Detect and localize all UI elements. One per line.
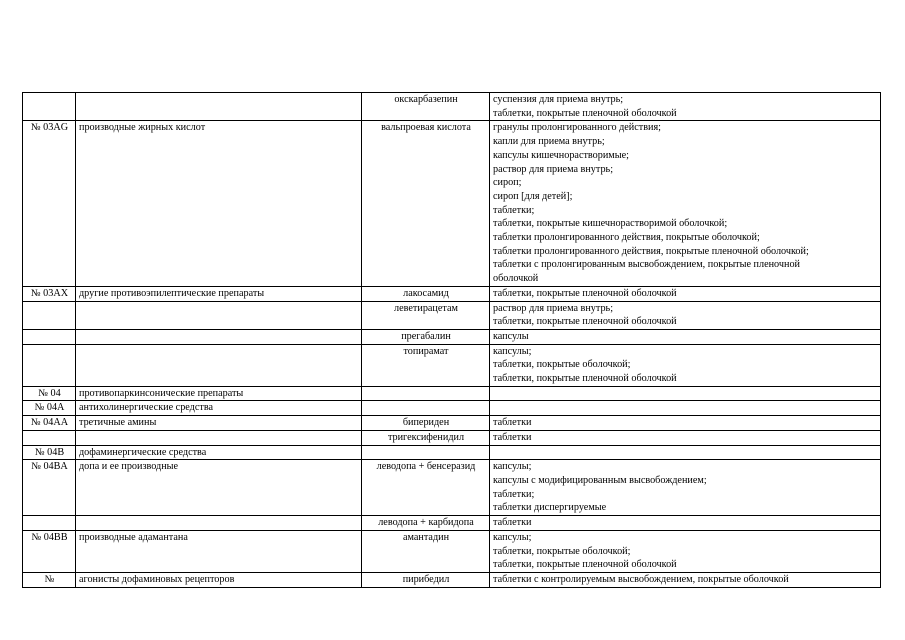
group-name-cell: агонисты дофаминовых рецепторов: [76, 572, 362, 587]
drug-name-cell: леводопа + бенсеразид: [362, 460, 490, 516]
dosage-form-line: таблетки пролонгированного действия, покрытые пленочной оболочкой;: [493, 245, 809, 257]
drug-name-cell: леводопа + карбидопа: [362, 516, 490, 531]
group-name-cell: [76, 516, 362, 531]
dosage-form-line: таблетки, покрытые кишечнорастворимой оболочкой;: [493, 218, 728, 230]
dosage-form-line: таблетки с контролируемым высвобождением, покрытые оболочкой: [493, 573, 789, 585]
drug-name-cell: бипериден: [362, 416, 490, 431]
group-name-cell: [76, 344, 362, 386]
dosage-forms-cell: [490, 416, 881, 431]
dosage-forms-cell: [490, 572, 881, 587]
atc-code-cell: № 04BA: [23, 460, 76, 516]
table-row: [23, 460, 881, 516]
dosage-form-line: таблетки, покрытые пленочной оболочкой: [493, 373, 677, 385]
dosage-form-line: таблетки, покрытые оболочкой;: [493, 545, 631, 557]
atc-code-cell: № 04AA: [23, 416, 76, 431]
dosage-form-line: капсулы;: [493, 531, 532, 543]
table-body: [23, 93, 881, 588]
drug-name-cell: окскарбазепин: [362, 93, 490, 121]
dosage-form-line: капсулы с модифицированным высвобождением;: [493, 474, 707, 486]
dosage-form-line: таблетки диспергируемые: [493, 502, 607, 514]
atc-code-cell: № 04BB: [23, 530, 76, 572]
drug-name-cell: прегабалин: [362, 329, 490, 344]
dosage-form-line: суспензия для приема внутрь;: [493, 94, 624, 105]
atc-code-cell: № 03AX: [23, 286, 76, 301]
table-row: [23, 516, 881, 531]
dosage-form-line: таблетки;: [493, 204, 535, 216]
group-name-cell: [76, 329, 362, 344]
group-name-cell: производные адамантана: [76, 530, 362, 572]
dosage-forms-cell: [490, 286, 881, 301]
group-name-cell: производные жирных кислот: [76, 121, 362, 286]
table-row: [23, 430, 881, 445]
dosage-forms-cell: [490, 516, 881, 531]
atc-code-cell: № 04B: [23, 445, 76, 460]
dosage-form-line: таблетки: [493, 431, 532, 443]
drug-name-cell: [362, 401, 490, 416]
dosage-form-line: капсулы кишечнорастворимые;: [493, 149, 629, 161]
group-name-cell: другие противоэпилептические препараты: [76, 286, 362, 301]
dosage-forms-cell: [490, 344, 881, 386]
group-name-cell: противопаркинсонические препараты: [76, 386, 362, 401]
atc-code-cell: №: [23, 572, 76, 587]
drug-table: [22, 92, 881, 588]
atc-code-cell: № 04: [23, 386, 76, 401]
table-row: [23, 301, 881, 329]
table-row: [23, 93, 881, 121]
group-name-cell: антихолинергические средства: [76, 401, 362, 416]
dosage-form-line: капли для приема внутрь;: [493, 136, 605, 148]
dosage-forms-cell: [490, 301, 881, 329]
table-row: [23, 121, 881, 286]
group-name-cell: третичные амины: [76, 416, 362, 431]
dosage-form-line: сироп [для детей];: [493, 190, 573, 202]
group-name-cell: [76, 93, 362, 121]
drug-name-cell: пирибедил: [362, 572, 490, 587]
atc-code-cell: [23, 344, 76, 386]
dosage-forms-cell: [490, 329, 881, 344]
table-row: [23, 530, 881, 572]
atc-code-cell: № 04A: [23, 401, 76, 416]
atc-code-cell: [23, 301, 76, 329]
drug-name-cell: лакосамид: [362, 286, 490, 301]
table-row: [23, 572, 881, 587]
group-name-cell: [76, 430, 362, 445]
table-row: [23, 416, 881, 431]
group-name-cell: допа и ее производные: [76, 460, 362, 516]
dosage-form-line: капсулы;: [493, 461, 532, 473]
group-name-cell: [76, 301, 362, 329]
table-row: [23, 401, 881, 416]
atc-code-cell: [23, 329, 76, 344]
dosage-form-line: капсулы: [493, 330, 529, 342]
dosage-form-line: таблетки;: [493, 488, 535, 500]
table-row: [23, 286, 881, 301]
dosage-form-line: таблетки с пролонгированным высвобождением, покрытые пленочной: [493, 259, 800, 271]
dosage-form-line: сироп;: [493, 177, 522, 189]
dosage-form-line: таблетки пролонгированного действия, покрытые оболочкой;: [493, 232, 760, 244]
dosage-forms-cell: [490, 430, 881, 445]
dosage-forms-cell: [490, 530, 881, 572]
table-row: [23, 445, 881, 460]
dosage-forms-cell: [490, 460, 881, 516]
dosage-form-line: гранулы пролонгированного действия;: [493, 122, 661, 134]
table-row: [23, 386, 881, 401]
dosage-forms-cell: [490, 121, 881, 286]
dosage-form-line: раствор для приема внутрь;: [493, 163, 614, 175]
table-row: [23, 344, 881, 386]
atc-code-cell: [23, 516, 76, 531]
dosage-form-line: таблетки, покрытые пленочной оболочкой: [493, 316, 677, 328]
dosage-forms-cell: [490, 445, 881, 460]
drug-name-cell: [362, 386, 490, 401]
drug-name-cell: тригексифенидил: [362, 430, 490, 445]
dosage-form-line: раствор для приема внутрь;: [493, 302, 614, 314]
table-row: [23, 329, 881, 344]
dosage-form-line: таблетки: [493, 517, 532, 529]
drug-name-cell: вальпроевая кислота: [362, 121, 490, 286]
dosage-form-line: таблетки, покрытые пленочной оболочкой: [493, 287, 677, 299]
drug-name-cell: леветирацетам: [362, 301, 490, 329]
atc-code-cell: № 03AG: [23, 121, 76, 286]
drug-name-cell: амантадин: [362, 530, 490, 572]
dosage-form-line: оболочкой: [493, 273, 539, 285]
dosage-form-line: таблетки: [493, 417, 532, 429]
atc-code-cell: [23, 93, 76, 121]
dosage-forms-cell: [490, 401, 881, 416]
dosage-forms-cell: [490, 386, 881, 401]
group-name-cell: дофаминергические средства: [76, 445, 362, 460]
drug-name-cell: [362, 445, 490, 460]
dosage-form-line: таблетки, покрытые пленочной оболочкой: [493, 559, 677, 571]
dosage-form-line: таблетки, покрытые оболочкой;: [493, 359, 631, 371]
dosage-form-line: таблетки, покрытые пленочной оболочкой: [493, 107, 677, 119]
drug-name-cell: топирамат: [362, 344, 490, 386]
dosage-form-line: капсулы;: [493, 345, 532, 357]
atc-code-cell: [23, 430, 76, 445]
dosage-forms-cell: [490, 93, 881, 121]
